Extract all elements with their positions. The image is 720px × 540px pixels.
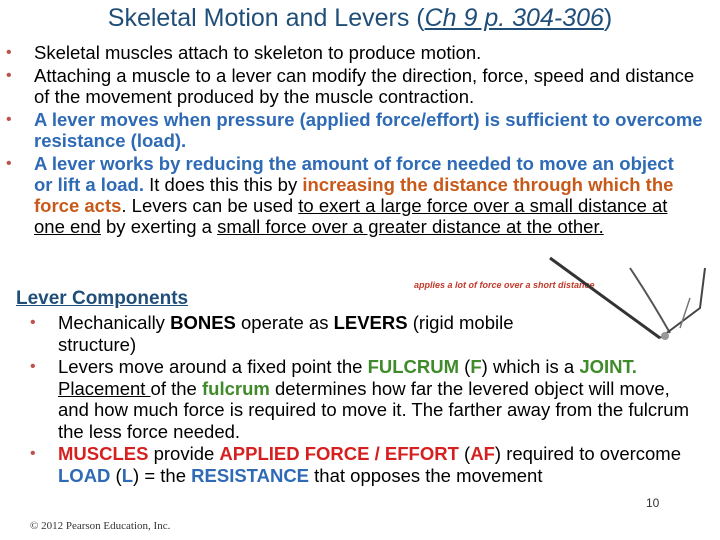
bullet-dot-icon: • xyxy=(30,314,36,331)
bullet-dot-icon: • xyxy=(30,445,36,462)
bullet-list xyxy=(6,42,706,239)
title-reference: Ch 9 p. 304-306 xyxy=(424,4,604,32)
title-close: ) xyxy=(603,4,613,32)
page-number: 10 xyxy=(646,496,660,510)
list-item: • MUSCLES provide APPLIED FORCE / EFFORT (AF) required to overcome LOAD (L) = the RESISTANCE that opposes the movement xyxy=(30,443,682,486)
list-item: • Levers move around a fixed point the FULCRUM (F) which is a JOINT. Placement of the fulcrum determines how far the levered object will move, and how much force is required to move it. The farther away from the fulcrum the less force needed. xyxy=(30,356,689,442)
components-list xyxy=(30,312,702,487)
bullet-dot-icon: • xyxy=(6,44,12,61)
bullet-item: • Attaching a muscle to a lever can modify the direction, force, speed and distance of the movement produced by the muscle contraction. xyxy=(6,65,695,107)
title-text: Skeletal Motion and Levers ( xyxy=(107,4,425,32)
section-heading: Lever Components xyxy=(16,288,189,309)
slide-title xyxy=(0,4,720,33)
bullet-item: • A lever works by reducing the amount of force needed to move an object or lift a load. It does this this by increasing the distance through which the force acts. Levers can be used to exert a large force over a small distance at one end by exerting a small force over a greater distance at the other. xyxy=(6,153,674,237)
bullet-item: • Skeletal muscles attach to skeleton to produce motion. xyxy=(6,42,482,63)
bullet-dot-icon: • xyxy=(6,155,12,172)
bullet-dot-icon: • xyxy=(6,67,12,84)
bullet-dot-icon: • xyxy=(6,111,12,128)
bullet-dot-icon: • xyxy=(30,358,36,375)
list-item: • Mechanically BONES operate as LEVERS (rigid mobile structure) xyxy=(30,312,514,355)
bullet-item: • A lever moves when pressure (applied force/effort) is sufficient to overcome resistance (load). xyxy=(6,109,703,151)
annotation-note: applies a lot of force over a short distance xyxy=(414,280,595,290)
copyright-notice: © 2012 Pearson Education, Inc. xyxy=(30,520,171,532)
